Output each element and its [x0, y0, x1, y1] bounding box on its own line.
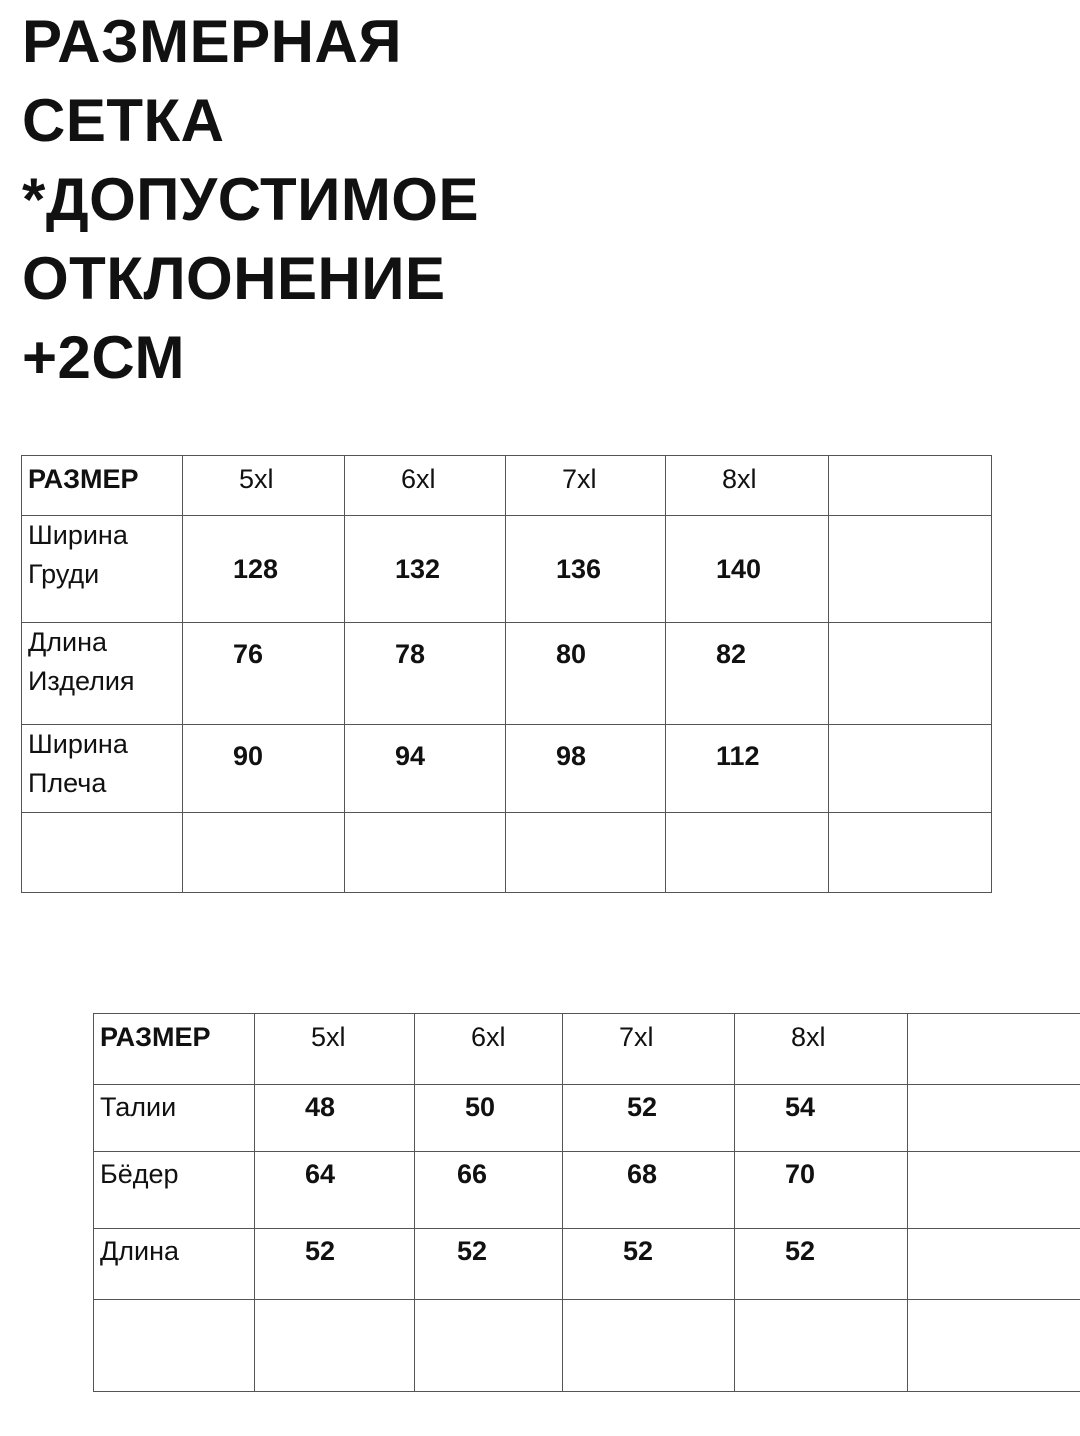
- empty-cell: [829, 813, 992, 893]
- value-cell: 70: [735, 1152, 908, 1229]
- empty-cell: [666, 813, 829, 893]
- header-cell: 8xl: [666, 456, 829, 516]
- table-row: [22, 725, 992, 813]
- empty-cell: [183, 813, 345, 893]
- label-line: Плеча: [28, 768, 107, 798]
- title-line: РАЗМЕРНАЯ: [22, 8, 402, 75]
- header-cell: РАЗМЕР: [94, 1014, 255, 1085]
- value-cell: 48: [255, 1085, 415, 1152]
- table-row: [94, 1229, 1080, 1300]
- value-cell: 68: [563, 1152, 735, 1229]
- value-cell: 54: [735, 1085, 908, 1152]
- value-cell: [908, 1152, 1080, 1229]
- header-cell: 7xl: [563, 1014, 735, 1085]
- value-cell: 52: [563, 1085, 735, 1152]
- value-cell: 98: [506, 725, 666, 813]
- empty-cell: [415, 1300, 563, 1392]
- table-row: [22, 623, 992, 725]
- value-cell: 66: [415, 1152, 563, 1229]
- label-line: Груди: [28, 559, 100, 589]
- value-cell: 50: [415, 1085, 563, 1152]
- value-cell: 64: [255, 1152, 415, 1229]
- row-label: Бёдер: [94, 1152, 255, 1229]
- value-cell: 90: [183, 725, 345, 813]
- page-title: [22, 2, 479, 397]
- value-cell: [908, 1229, 1080, 1300]
- table-row-empty: [94, 1300, 1080, 1392]
- value-cell: 80: [506, 623, 666, 725]
- value-cell: [829, 725, 992, 813]
- title-line: *ДОПУСТИМОЕ: [22, 166, 479, 233]
- table-row: [22, 516, 992, 623]
- empty-cell: [563, 1300, 735, 1392]
- value-cell: 112: [666, 725, 829, 813]
- empty-cell: [22, 813, 183, 893]
- empty-cell: [735, 1300, 908, 1392]
- empty-cell: [506, 813, 666, 893]
- size-table-top: [21, 455, 992, 893]
- row-label: [22, 725, 183, 813]
- row-label: [22, 623, 183, 725]
- header-cell: 5xl: [183, 456, 345, 516]
- value-cell: 52: [415, 1229, 563, 1300]
- value-cell: 132: [345, 516, 506, 623]
- header-cell: 5xl: [255, 1014, 415, 1085]
- header-cell: 6xl: [345, 456, 506, 516]
- value-cell: 128: [183, 516, 345, 623]
- value-cell: [908, 1085, 1080, 1152]
- table-row-empty: [22, 813, 992, 893]
- empty-cell: [908, 1300, 1080, 1392]
- value-cell: 78: [345, 623, 506, 725]
- value-cell: 136: [506, 516, 666, 623]
- value-cell: 94: [345, 725, 506, 813]
- value-cell: 52: [255, 1229, 415, 1300]
- table-row: [94, 1085, 1080, 1152]
- row-label: [22, 516, 183, 623]
- label-line: Ширина: [28, 729, 128, 759]
- row-label: Длина: [94, 1229, 255, 1300]
- label-line: Ширина: [28, 520, 128, 550]
- empty-cell: [94, 1300, 255, 1392]
- value-cell: 82: [666, 623, 829, 725]
- header-cell: 7xl: [506, 456, 666, 516]
- value-cell: [829, 623, 992, 725]
- value-cell: 52: [563, 1229, 735, 1300]
- empty-cell: [345, 813, 506, 893]
- table-header-row: [94, 1014, 1080, 1085]
- header-cell: 6xl: [415, 1014, 563, 1085]
- value-cell: [829, 516, 992, 623]
- value-cell: 76: [183, 623, 345, 725]
- title-line: +2СМ: [22, 324, 185, 391]
- header-cell: РАЗМЕР: [22, 456, 183, 516]
- title-line: ОТКЛОНЕНИЕ: [22, 245, 446, 312]
- table-header-row: [22, 456, 992, 516]
- label-line: Длина: [28, 627, 108, 657]
- row-label: Талии: [94, 1085, 255, 1152]
- title-line: СЕТКА: [22, 87, 225, 154]
- header-cell: [908, 1014, 1080, 1085]
- header-cell: 8xl: [735, 1014, 908, 1085]
- header-cell: [829, 456, 992, 516]
- table-row: [94, 1152, 1080, 1229]
- value-cell: 52: [735, 1229, 908, 1300]
- value-cell: 140: [666, 516, 829, 623]
- empty-cell: [255, 1300, 415, 1392]
- label-line: Изделия: [28, 666, 135, 696]
- size-table-bottom: [93, 1013, 1080, 1392]
